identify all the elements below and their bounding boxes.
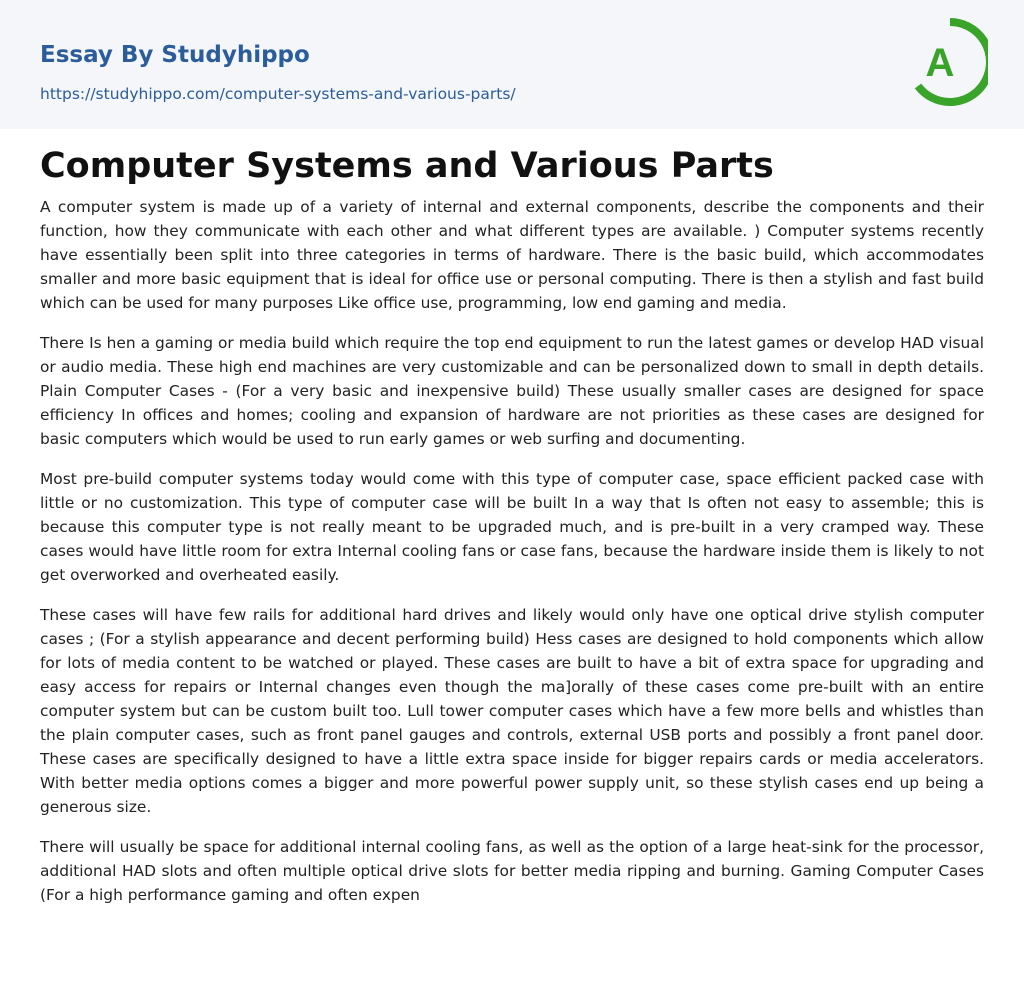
studyhippo-logo-icon[interactable] <box>912 18 988 106</box>
paragraph-4: These cases will have few rails for additional hard drives and likely would only have one optical drive stylish computer cases ; (For a stylish appearance and decent performing build) Hess cases are designed to hold components which allow for lots of media content to be watched or played. These cases are built to have a bit of extra space for upgrading and easy access for repairs or Internal changes even though the ma]orally of these cases come pre-built with an entire computer system but can be custom built too. Lull tower computer cases which have a few more bells and whistles than the plain computer cases, such as front panel gauges and controls, external USB ports and possibly a front panel door. These cases are specifically designed to have a little extra space inside for bigger repairs cards or media accelerators. With better media options comes a bigger and more powerful power supply unit, so these stylish cases end up being a generous size. <box>40 606 984 816</box>
paragraph-3: Most pre-build computer systems today would come with this type of computer case, space efficient packed case with little or no customization. This type of computer case will be built In a way that Is often not easy to assemble; this is because this computer type is not really meant to be upgraded much, and is pre-built in a very cramped way. These cases would have little room for extra Internal cooling fans or case fans, because the hardware inside them is likely to not get overworked and overheated easily. <box>40 470 984 584</box>
essay-body <box>40 195 984 923</box>
page-title: Computer Systems and Various Parts <box>40 146 774 186</box>
paragraph-2: There Is hen a gaming or media build which require the top end equipment to run the latest games or develop HAD visual or audio media. These high end machines are very customizable and can be personalized down to small in depth details. Plain Computer Cases - (For a very basic and inexpensive build) These usually smaller cases are designed for space efficiency In offices and homes; cooling and expansion of hardware are not priorities as these cases are designed for basic computers which would be used to run early games or web surfing and documenting. <box>40 334 984 448</box>
paragraph-1: A computer system is made up of a variety of internal and external components, describe the components and their function, how they communicate with each other and what different types are available. ) Computer systems recently have essentially been split into three categories in terms of hardware. There is the basic build, which accommodates smaller and more basic equipment that is ideal for office use or personal computing. There is then a stylish and fast build which can be used for many purposes Like office use, programming, low end gaming and media. <box>40 198 984 312</box>
site-header <box>0 0 1024 129</box>
site-brand[interactable]: Essay By Studyhippo <box>40 42 310 68</box>
paragraph-5: There will usually be space for additional internal cooling fans, as well as the option of a large heat-sink for the processor, additional HAD slots and often multiple optical drive slots for better media ripping and burning. Gaming Computer Cases (For a high performance gaming and often expen <box>40 838 984 904</box>
logo-letter: A <box>925 41 955 85</box>
essay-url-link[interactable]: https://studyhippo.com/computer-systems-and-various-parts/ <box>40 85 516 103</box>
